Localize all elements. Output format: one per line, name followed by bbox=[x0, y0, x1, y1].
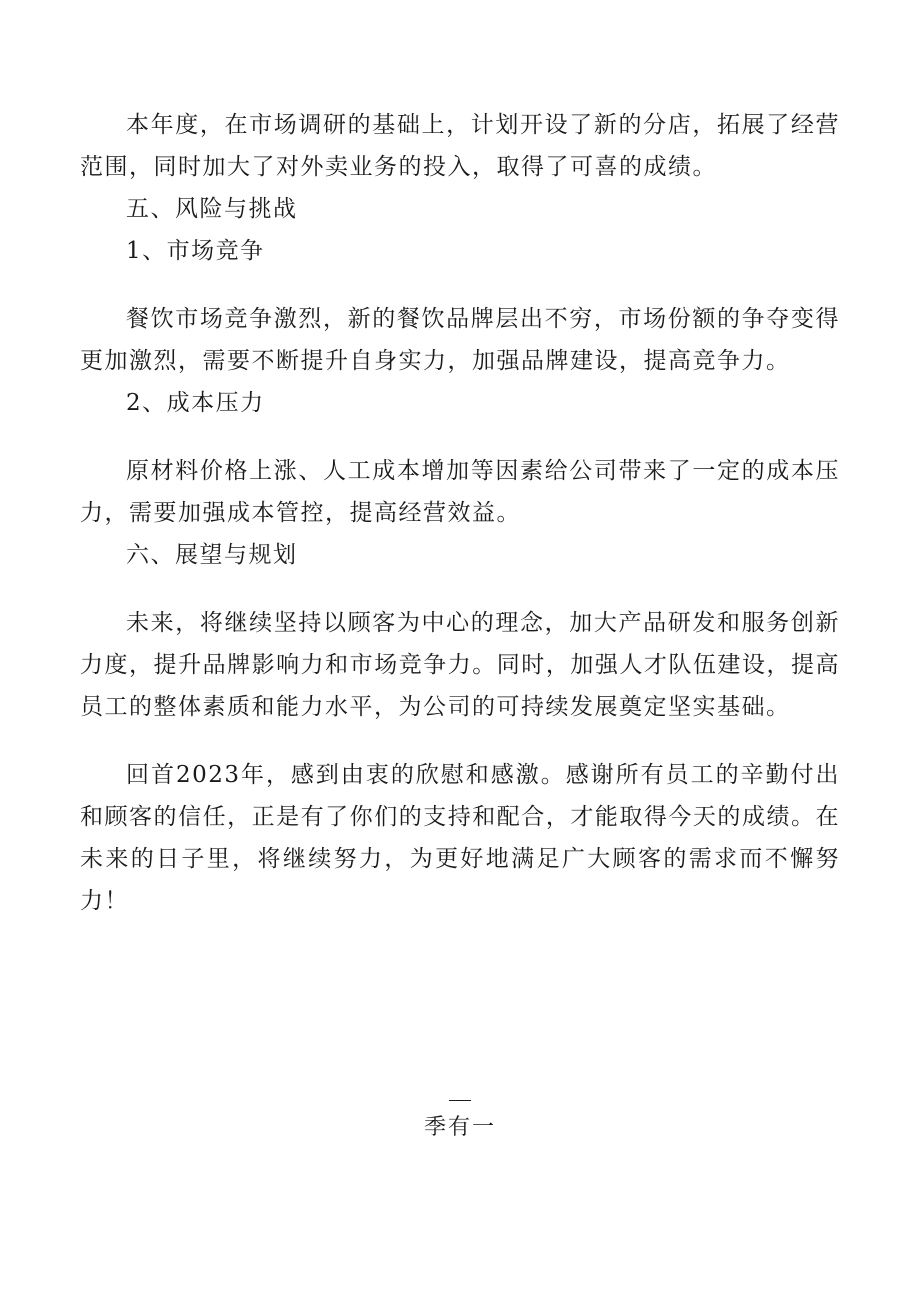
subheading-market-competition: 1、市场竞争 bbox=[126, 238, 265, 264]
paragraph-cost-pressure: 原材料价格上涨、人工成本增加等因素给公司带来了一定的成本压力，需要加强成本管控，提高经营效益。 bbox=[80, 458, 840, 526]
footer-divider bbox=[449, 1100, 471, 1101]
subheading-cost-pressure: 2、成本压力 bbox=[126, 390, 265, 416]
footer-text: 季有一 bbox=[423, 1115, 496, 1140]
section-heading-risks: 五、风险与挑战 bbox=[126, 196, 298, 222]
paragraph-expansion: 本年度，在市场调研的基础上，计划开设了新的分店，拓展了经营范围，同时加大了对外卖业务的投入，取得了可喜的成绩。 bbox=[80, 112, 840, 180]
paragraph-outlook: 未来，将继续坚持以顾客为中心的理念，加大产品研发和服务创新力度，提升品牌影响力和市场竞争力。同时，加强人才队伍建设，提高员工的整体素质和能力水平，为公司的可持续发展奠定坚实基础。 bbox=[80, 610, 840, 720]
document-body bbox=[80, 104, 840, 922]
paragraph-closing: 回首2023年，感到由衷的欣慰和感激。感谢所有员工的辛勤付出和顾客的信任，正是有了你们的支持和配合，才能取得今天的成绩。在未来的日子里，将继续努力，为更好地满足广大顾客的需求而不懈努力！ bbox=[80, 762, 840, 914]
page-footer bbox=[0, 1100, 920, 1143]
section-heading-outlook: 六、展望与规划 bbox=[126, 542, 298, 568]
paragraph-market-competition: 餐饮市场竞争激烈，新的餐饮品牌层出不穷，市场份额的争夺变得更加激烈，需要不断提升自身实力，加强品牌建设，提高竞争力。 bbox=[80, 306, 840, 374]
